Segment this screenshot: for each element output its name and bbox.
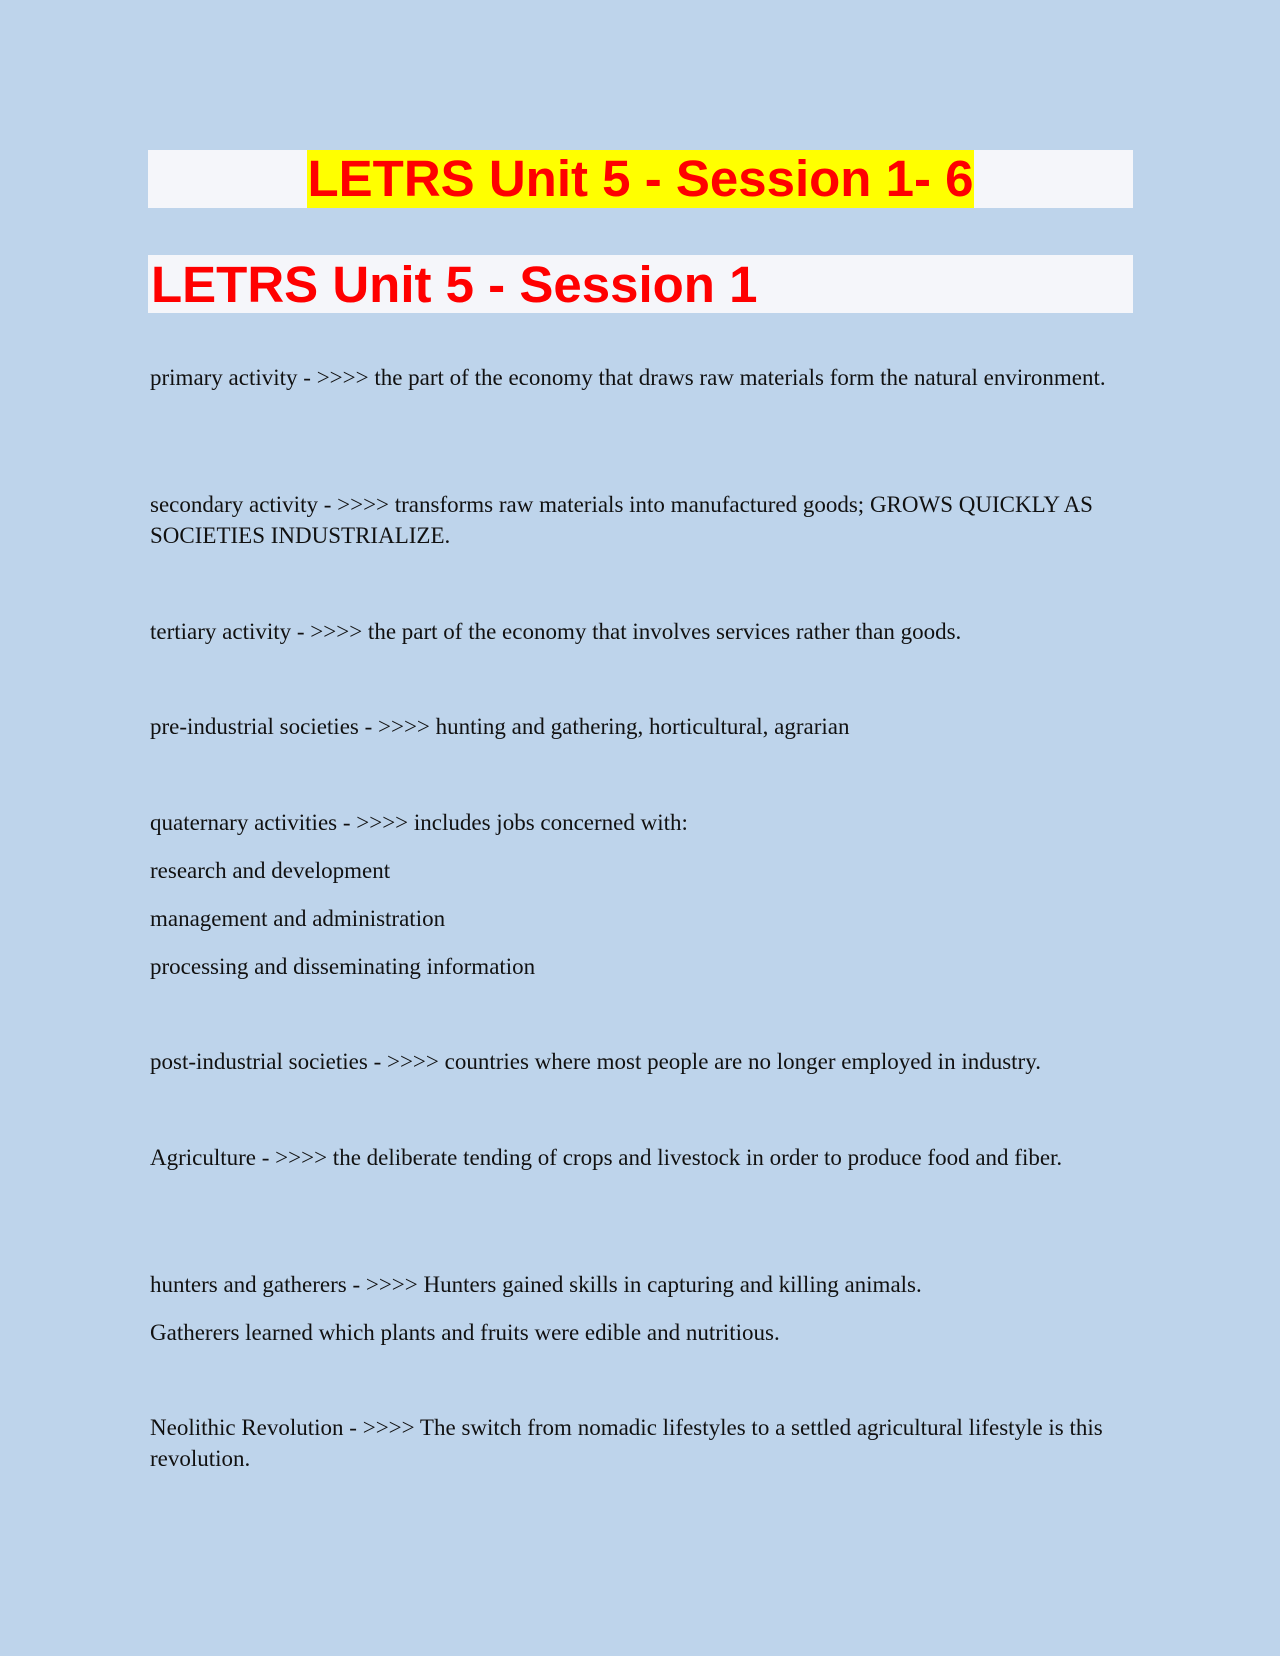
flashcard-entry: [150, 1142, 1062, 1173]
flashcard-entry: [150, 1412, 1140, 1474]
entry-text: secondary activity - >>>> transforms raw materials into manufactured goods; GROWS QUICKLY AS SOCIETIES INDUSTRIALIZE.: [150, 492, 1093, 548]
flashcard-entry: [150, 1046, 1041, 1077]
entry-text: post-industrial societies - >>>> countries where most people are no longer employed in industry.: [150, 1049, 1041, 1074]
session-heading: LETRS Unit 5 - Session 1: [151, 256, 758, 313]
session-heading-banner: [148, 255, 1133, 313]
flashcard-entry: [150, 616, 961, 647]
entry-subline: management and administration: [150, 906, 446, 931]
flashcard-entry: [150, 489, 1140, 551]
entry-text: quaternary activities - >>>> includes jobs concerned with:: [150, 810, 688, 835]
entry-text: pre-industrial societies - >>>> hunting and gathering, horticultural, agrarian: [150, 714, 850, 739]
entry-text: Agriculture - >>>> the deliberate tending of crops and livestock in order to produce food and fiber.: [150, 1145, 1063, 1170]
entry-text: Neolithic Revolution - >>>> The switch from nomadic lifestyles to a settled agricultural lifestyle is this revolution.: [150, 1415, 1103, 1471]
entry-subline: research and development: [150, 858, 391, 883]
entry-text: primary activity - >>>> the part of the economy that draws raw materials form the natural environment.: [150, 365, 1106, 390]
flashcard-entry: [150, 711, 850, 742]
main-title-banner: [148, 150, 1133, 208]
flashcard-entry: [150, 807, 688, 982]
entry-subline: processing and disseminating information: [150, 954, 536, 979]
document-page: [148, 150, 1133, 1471]
main-title: LETRS Unit 5 - Session 1- 6: [307, 150, 974, 207]
entry-text: hunters and gatherers - >>>> Hunters gained skills in capturing and killing animals.: [150, 1272, 922, 1297]
flashcard-entry: [150, 362, 1106, 393]
entry-subline: Gatherers learned which plants and fruits were edible and nutritious.: [150, 1320, 780, 1345]
flashcard-entry: [150, 1269, 922, 1348]
entry-text: tertiary activity - >>>> the part of the economy that involves services rather than goods.: [150, 619, 962, 644]
